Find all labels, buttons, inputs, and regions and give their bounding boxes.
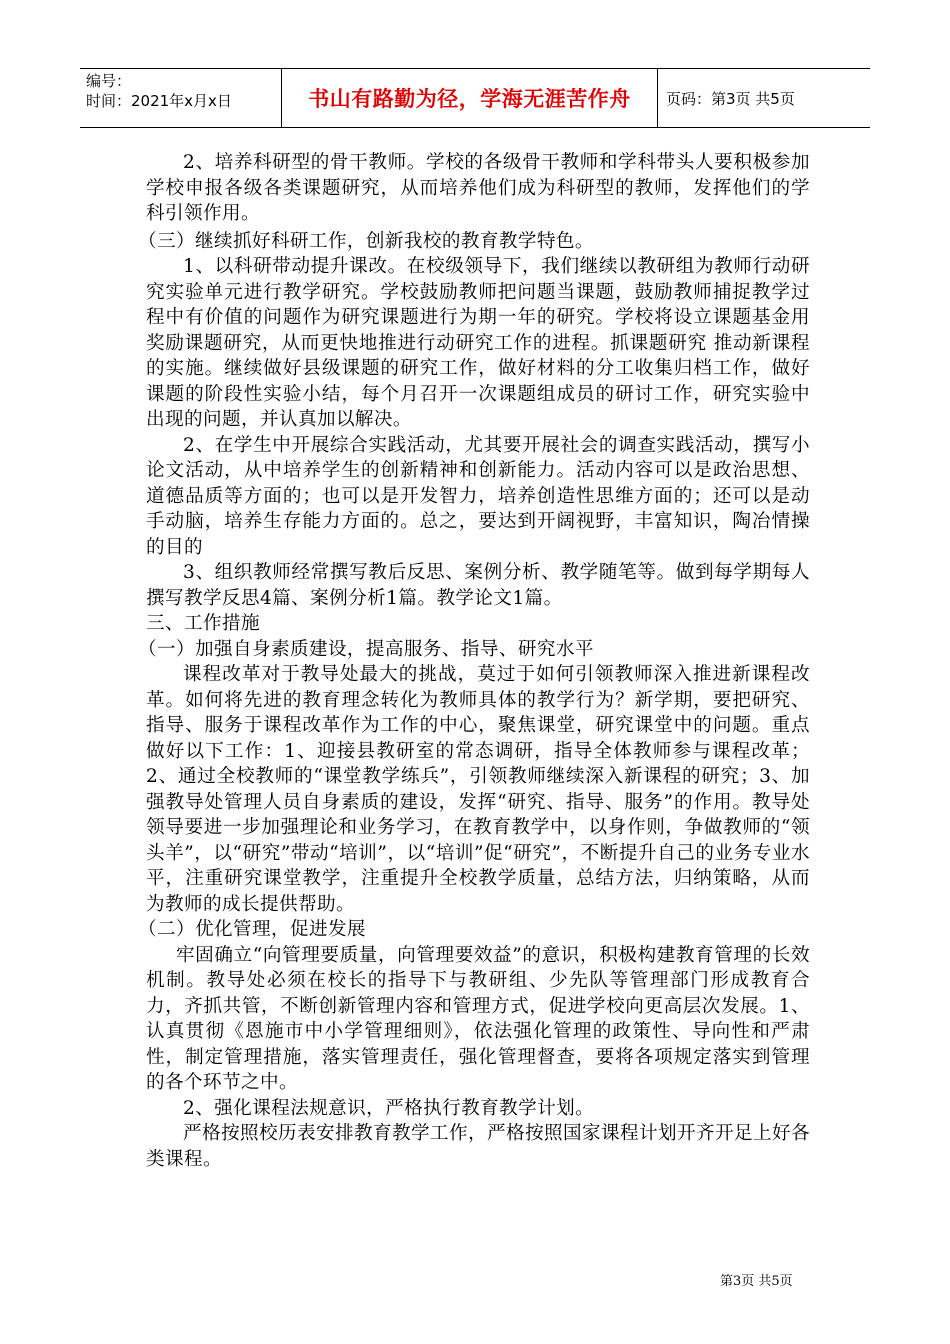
page-footer: 第3页 共5页	[720, 1274, 793, 1289]
paragraph: 牢固确立“向管理要质量，向管理要效益”的意识，积极构建教育管理的长效机制。教导处必须在校长的指导下与教研组、少先队等管理部门形成教育合力，齐抓共管，不断创新管理内容和管理方式，促进学校向更高层次发展。1、认真贯彻《恩施市中小学管理细则》，依法强化管理的政策性、导向性和严肃性，制定管理措施，落实管理责任，强化管理督查，要将各项规定落实到管理的各个环节之中。	[146, 944, 810, 1093]
section-heading: 三、工作措施	[146, 613, 260, 634]
section-heading: （二）优化管理，促进发展	[138, 919, 366, 940]
document-body	[138, 150, 810, 1172]
paragraph: 严格按照校历表安排教育教学工作，严格按照国家课程计划开齐开足上好各类课程。	[146, 1123, 810, 1170]
section-heading: （三）继续抓好科研工作，创新我校的教育教学特色。	[138, 230, 594, 252]
paragraph: 课程改革对于教导处最大的挑战，莫过于如何引领教师深入推进新课程改革。如何将先进的教育理念转化为教师具体的教学行为？新学期，要把研究、指导、服务于课程改革作为工作的中心，聚焦课堂，研究课堂中的问题。重点做好以下工作：1、迎接县教研室的常态调研，指导全体教师参与课程改革；2、通过全校教师的“课堂教学练兵”，引领教师继续深入新课程的研究；3、加强教导处管理人员自身素质的建设，发挥“研究、指导、服务”的作用。教导处领导要进一步加强理论和业务学习，在教育教学中，以身作则，争做教师的“领头羊”，以“研究”带动“培训”，以“培训”促“研究”，不断提升自己的业务专业水平，注重研究课堂教学，注重提升全校教学质量，总结方法，归纳策略，从而为教师的成长提供帮助。	[146, 664, 810, 915]
paragraph: 2、强化课程法规意识，严格执行教育教学计划。	[183, 1097, 595, 1119]
section-heading: （一）加强自身素质建设，提高服务、指导、研究水平	[138, 638, 594, 660]
paragraph: 2、在学生中开展综合实践活动，尤其要开展社会的调查实践活动，撰写小论文活动，从中培养学生的创新精神和创新能力。活动内容可以是政治思想、道德品质等方面的；也可以是开发智力，培养创造性思维方面的；还可以是动手动脑，培养生存能力方面的。总之，要达到开阔视野，丰富知识，陶冶情操的目的	[146, 434, 810, 558]
header-meta	[80, 69, 282, 127]
document-number-label: 编号：	[86, 72, 132, 90]
header-page-number: 页码：第3页 共5页	[666, 89, 795, 108]
paragraph: 3、组织教师经常撰写教后反思、案例分析、教学随笔等。做到每学期每人撰写教学反思4篇、案例分析1篇。教学论文1篇。	[146, 562, 810, 609]
header-motto: 书山有路勤为径，学海无涯苦作舟	[282, 69, 658, 127]
paragraph: 2、培养科研型的骨干教师。学校的各级骨干教师和学科带头人要积极参加学校申报各级各类课题研究，从而培养他们成为科研型的教师，发挥他们的学科引领作用。	[146, 152, 810, 224]
paragraph: 1、以科研带动提升课改。在校级领导下，我们继续以教研组为教师行动研究实验单元进行教学研究。学校鼓励教师把问题当课题，鼓励教师捕捉教学过程中有价值的问题作为研究课题进行为期一年的研究。学校将设立课题基金用奖励课题研究，从而更快地推进行动研究工作的进程。抓课题研究 推动新课程的实施。继续做好县级课题的研究工作，做好材料的分工收集归档工作，做好课题的阶段性实验小结，每个月召开一次课题组成员的研讨工作，研究实验中出现的问题，并认真加以解决。	[146, 256, 810, 430]
page-header	[80, 68, 870, 128]
document-date-label: 时间：2021年x月x日	[86, 92, 232, 110]
